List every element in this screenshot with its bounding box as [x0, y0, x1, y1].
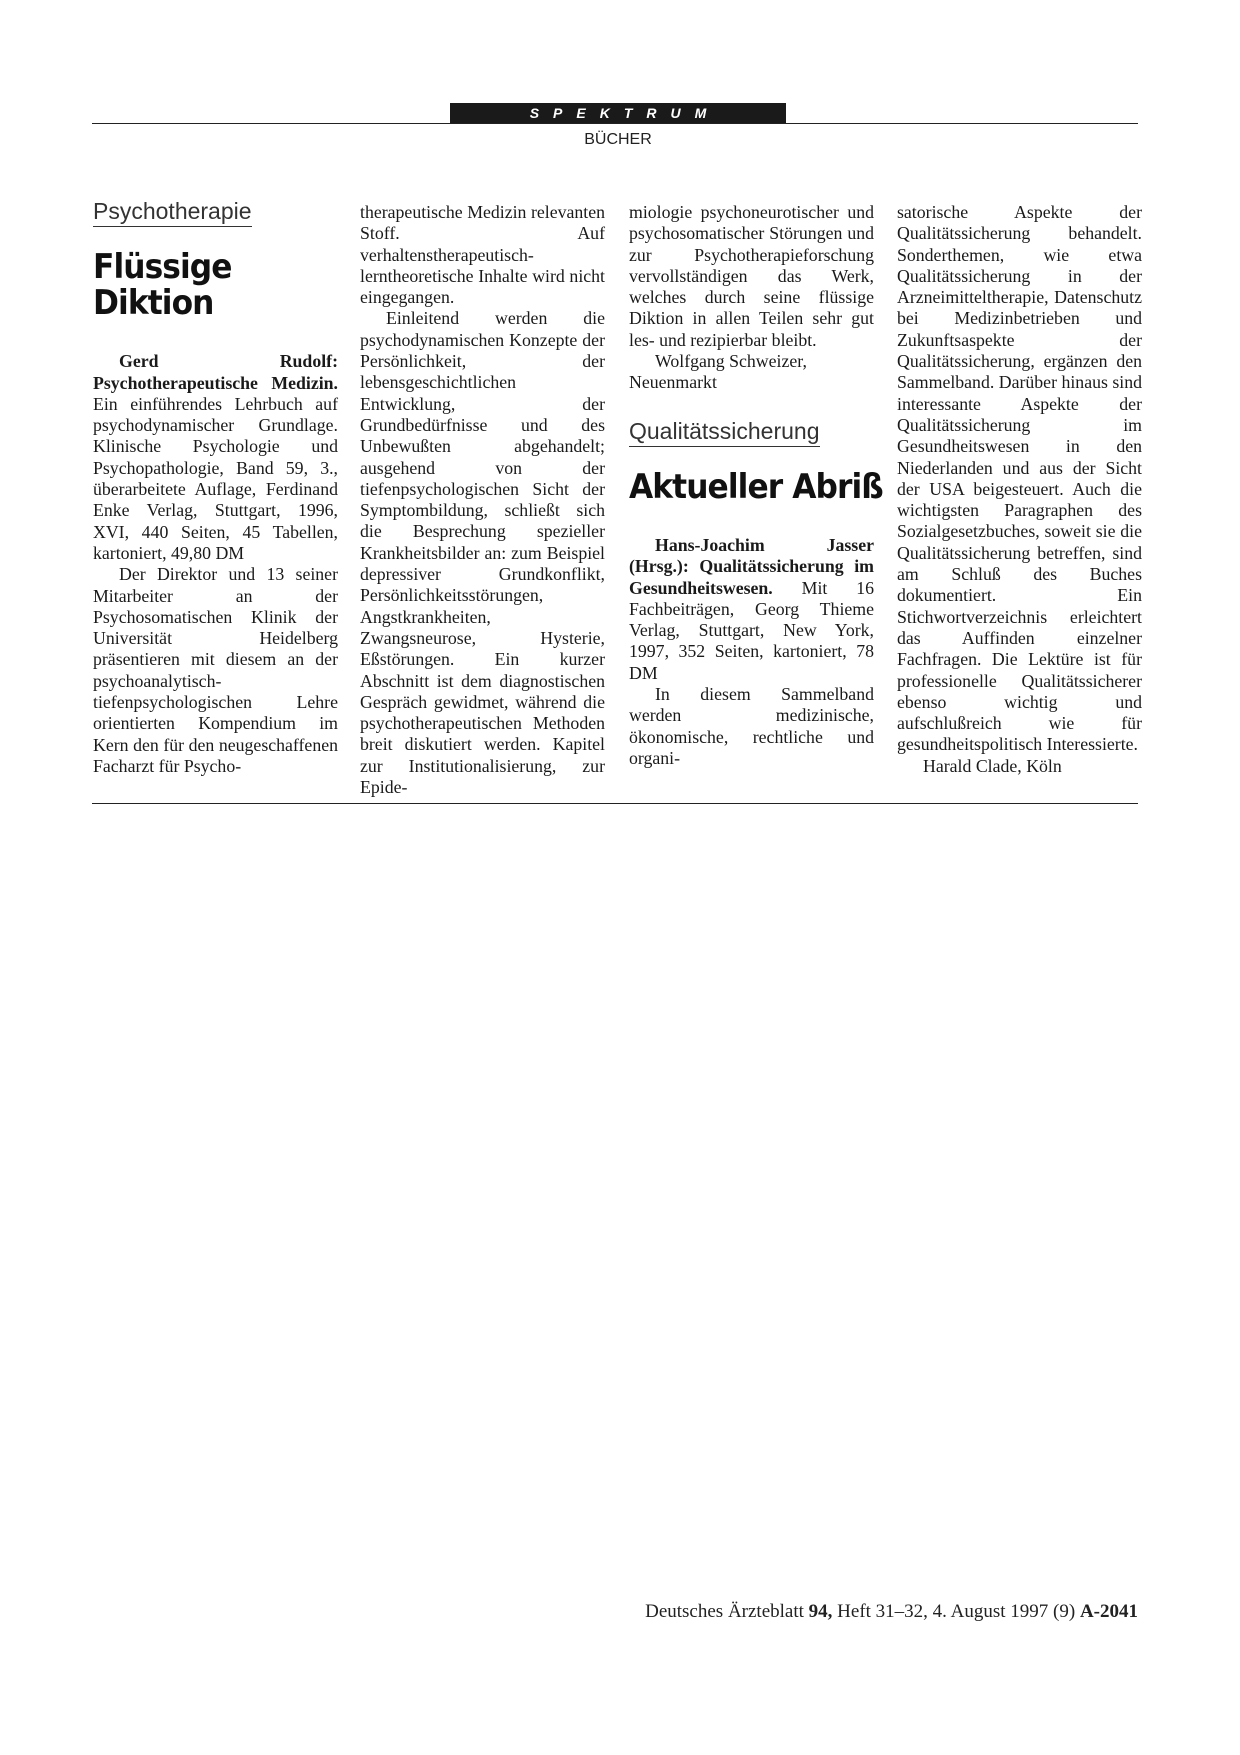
journal-name: Deutsches Ärzteblatt	[645, 1601, 809, 1622]
bibliography	[629, 535, 874, 684]
section-kicker: Psychotherapie	[93, 201, 252, 227]
author-place: Neuenmarkt	[629, 372, 717, 393]
bottom-rule	[92, 803, 1138, 804]
article1-body-text-c: Einleitend werden die psychodynamischen Konzepte der Persönlichkeit, der lebensgeschichtlichen Entwicklung, der Grundbedürfnisse und des Unbewußten abgehandelt; ausgehend von der tiefenpsychologischen Sicht der Symptombildung, schließt sich die Besprechung spezieller Krankheitsbilder an: zum Beispiel depressiver Grundkonflikt, Persönlichkeitsstörungen, Angstkrankheiten, Zwangsneurose, Hysterie, Eßstörungen. Ein kurzer Abschnitt ist dem diagnostischen Gespräch gewidmet, während die psychotherapeutischen Methoden breit diskutiert werden. Kapitel zur Institutionalisierung, zur Epide-	[360, 308, 605, 798]
article-headline	[93, 247, 318, 324]
column-4	[897, 202, 1142, 777]
volume: 94,	[808, 1601, 833, 1622]
header-section: BÜCHER	[584, 131, 652, 148]
header-band: SPEKTRUM	[450, 103, 786, 123]
article2-body-text-a: In diesem Sammelband werden medizinische, ökonomische, rechtliche und organi-	[629, 684, 874, 768]
bibliography-title: Hans-Joachim Jasser (Hrsg.): Qualitätssicherung im Gesundheitswesen.	[629, 534, 874, 598]
headline-line: Diktion	[93, 283, 214, 324]
article2-body-text-b: satorische Aspekte der Qualitätssicherung behandelt. Sonderthemen, wie etwa Qualitätssicherung in der Arzneimitteltherapie, Datenschutz bei Medizinbetrieben und Zukunftsaspekte der Qualitätssicherung, ergänzen den Sammelband. Darüber hinaus sind interessante Aspekte der Qualitätssicherung im Gesundheitswesen in den Niederlanden und aus der Sicht der USA beigesteuert. Auch die wichtigsten Paragraphen des Sozialgesetzbuches, soweit sie die Qualitätssicherung betreffen, sind am Schluß des Buches dokumentiert. Ein Stichwortverzeichnis erleichtert das Auffinden einzelner Fachfragen. Die Lektüre ist für professionelle Qualitätssicherer ebenso wichtig und aufschlußreich wie für gesundheitspolitisch Interessierte.	[897, 202, 1142, 755]
column-3	[629, 202, 883, 769]
bibliography	[93, 351, 338, 564]
bibliography-details: Ein einführendes Lehrbuch auf psychodynamischer Grundlage. Klinische Psychologie und Psychopathologie, Band 59, 3., überarbeitete Auflage, Ferdinand Enke Verlag, Stuttgart, 1996, XVI, 440 Seiten, 45 Tabellen, kartoniert, 49,80 DM	[93, 393, 338, 563]
article-headline: Aktueller Abriß	[629, 466, 883, 507]
header-rule	[92, 123, 1138, 124]
column-1	[93, 198, 338, 777]
author-signature: Harald Clade, Köln	[923, 755, 1062, 776]
article1-body-text-a: Der Direktor und 13 seiner Mitarbeiter an der Psychosomatischen Klinik der Universität Heidelberg präsentieren mit diesem an der psychoanalytisch-tiefenpsychologischen Lehre orientierten Kompendium im Kern den für den neugeschaffenen Facharzt für Psycho-	[93, 564, 338, 776]
issue-date: Heft 31–32, 4. August 1997 (9)	[832, 1601, 1080, 1622]
author-signature: Wolfgang Schweizer,	[655, 351, 807, 372]
page-number: A-2041	[1079, 1601, 1138, 1622]
bibliography-title: Gerd Rudolf: Psychotherapeutische Medizin.	[93, 351, 338, 393]
headline-line: Flüssige	[93, 247, 232, 288]
article1-body-text-d: miologie psychoneurotischer und psychosomatischer Störungen und zur Psychotherapieforschung vervollständigen das Werk, welches durch seine flüssige Diktion in allen Teilen sehr gut les- und rezipierbar bleibt.	[629, 202, 874, 350]
section-kicker: Qualitätssicherung	[629, 421, 820, 447]
page-footer	[645, 1601, 1138, 1623]
column-2	[360, 202, 605, 798]
bibliography-details: Mit 16 Fachbeiträgen, Georg Thieme Verlag, Stuttgart, New York, 1997, 352 Seiten, kartoniert, 78 DM	[629, 577, 874, 683]
article1-body-text-b: therapeutische Medizin relevanten Stoff. Auf verhaltenstherapeutisch-lerntheoretische Inhalte wird nicht eingegangen.	[360, 202, 605, 308]
